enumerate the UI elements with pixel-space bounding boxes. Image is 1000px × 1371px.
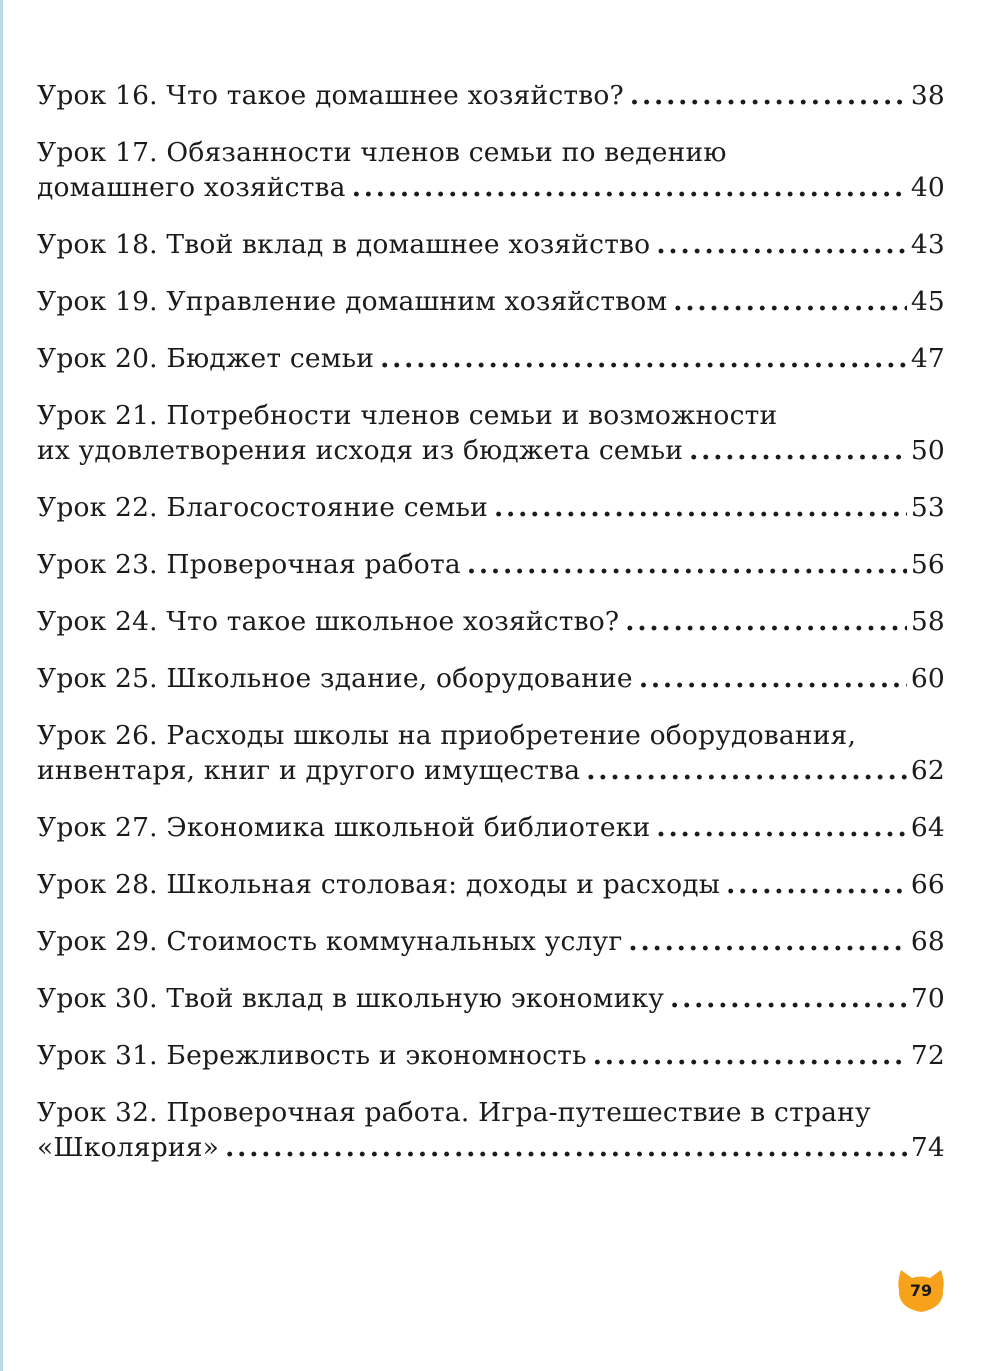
toc-page-number: 43	[910, 229, 945, 260]
toc-entry	[37, 398, 945, 468]
toc-entry-row	[37, 981, 945, 1016]
toc-entry-title-line: Урок 16. Что такое домашнее хозяйство?	[37, 80, 624, 111]
toc-entry-row	[37, 867, 945, 902]
toc-entry	[37, 547, 945, 582]
dot-leader	[380, 341, 907, 376]
table-of-contents	[37, 78, 945, 1165]
toc-page-number: 62	[910, 755, 945, 786]
dot-leader	[467, 547, 907, 582]
toc-page-number: 70	[910, 983, 945, 1014]
toc-entry-title-line: Урок 17. Обязанности членов семьи по ведению	[37, 137, 727, 168]
toc-entry-title-line: Урок 31. Бережливость и экономность	[37, 1040, 587, 1071]
toc-entry-row	[37, 341, 945, 376]
toc-entry	[37, 135, 945, 205]
toc-entry	[37, 341, 945, 376]
dot-leader	[656, 810, 906, 845]
toc-entry-row	[37, 78, 945, 113]
toc-entry	[37, 1095, 945, 1165]
toc-entry-title-line: Урок 28. Школьная столовая: доходы и расходы	[37, 869, 721, 900]
toc-page-number: 58	[910, 606, 945, 637]
dot-leader	[628, 924, 906, 959]
toc-entry-title-line: Урок 26. Расходы школы на приобретение оборудования,	[37, 720, 857, 751]
toc-page-number: 66	[910, 869, 945, 900]
page-left-edge	[0, 0, 3, 1371]
toc-entry-row	[37, 433, 945, 468]
toc-entry-title-line: их удовлетворения исходя из бюджета семьи	[37, 435, 684, 466]
toc-entry	[37, 810, 945, 845]
toc-page-number: 68	[910, 926, 945, 957]
dot-leader	[673, 284, 907, 319]
toc-page-number: 50	[910, 435, 945, 466]
toc-entry-row	[37, 1130, 945, 1165]
toc-entry	[37, 284, 945, 319]
toc-entry	[37, 78, 945, 113]
page-number: 79	[909, 1281, 933, 1300]
dot-leader	[593, 1038, 907, 1073]
toc-entry	[37, 227, 945, 262]
toc-page-number: 45	[910, 286, 945, 317]
toc-entry-title-line: «Школярия»	[37, 1132, 220, 1163]
dot-leader	[639, 661, 907, 696]
toc-page-number: 38	[910, 80, 945, 111]
toc-page-number: 74	[910, 1132, 945, 1163]
toc-entry-title-line: Урок 29. Стоимость коммунальных услуг	[37, 926, 623, 957]
toc-page-number: 40	[910, 172, 945, 203]
toc-entry-title-line: Урок 32. Проверочная работа. Игра-путешествие в страну	[37, 1097, 871, 1128]
toc-entry-title-line: Урок 22. Благосостояние семьи	[37, 492, 488, 523]
toc-entry-title-line: Урок 25. Школьное здание, оборудование	[37, 663, 633, 694]
toc-entry-row	[37, 604, 945, 639]
toc-entry-row	[37, 661, 945, 696]
toc-page-number: 56	[910, 549, 945, 580]
toc-entry	[37, 1038, 945, 1073]
dot-leader	[630, 78, 907, 113]
dot-leader	[225, 1130, 907, 1165]
toc-entry	[37, 661, 945, 696]
toc-entry	[37, 981, 945, 1016]
toc-entry-row	[37, 810, 945, 845]
dot-leader	[586, 753, 907, 788]
toc-entry-row	[37, 753, 945, 788]
toc-entry-row	[37, 924, 945, 959]
toc-entry-row	[37, 170, 945, 205]
page-number-badge	[897, 1268, 945, 1314]
toc-entry	[37, 867, 945, 902]
dot-leader	[726, 867, 907, 902]
dot-leader	[625, 604, 907, 639]
toc-entry	[37, 490, 945, 525]
toc-page-number: 72	[910, 1040, 945, 1071]
toc-entry-title-line: Урок 19. Управление домашним хозяйством	[37, 286, 668, 317]
toc-entry-title-line: Урок 30. Твой вклад в школьную экономику	[37, 983, 665, 1014]
dot-leader	[494, 490, 907, 525]
toc-entry	[37, 924, 945, 959]
toc-entry-row	[37, 284, 945, 319]
toc-entry-title-line: Урок 24. Что такое школьное хозяйство?	[37, 606, 620, 637]
toc-entry-title-line: Урок 27. Экономика школьной библиотеки	[37, 812, 651, 843]
dot-leader	[352, 170, 907, 205]
dot-leader	[670, 981, 907, 1016]
toc-entry-title-line: домашнего хозяйства	[37, 172, 346, 203]
toc-entry-title-line: Урок 21. Потребности членов семьи и возможности	[37, 400, 778, 431]
toc-page-number: 47	[910, 343, 945, 374]
toc-entry-title-line: Урок 18. Твой вклад в домашнее хозяйство	[37, 229, 651, 260]
dot-leader	[689, 433, 907, 468]
toc-page-number: 64	[910, 812, 945, 843]
toc-entry	[37, 604, 945, 639]
toc-page-number: 53	[910, 492, 945, 523]
toc-entry-row	[37, 490, 945, 525]
toc-entry-row	[37, 1038, 945, 1073]
toc-entry-title-line: инвентаря, книг и другого имущества	[37, 755, 581, 786]
toc-page-number: 60	[910, 663, 945, 694]
toc-entry-title-line: Урок 20. Бюджет семьи	[37, 343, 375, 374]
toc-entry-row	[37, 227, 945, 262]
toc-entry-title-line: Урок 23. Проверочная работа	[37, 549, 461, 580]
toc-entry	[37, 718, 945, 788]
toc-entry-row	[37, 547, 945, 582]
dot-leader	[656, 227, 907, 262]
